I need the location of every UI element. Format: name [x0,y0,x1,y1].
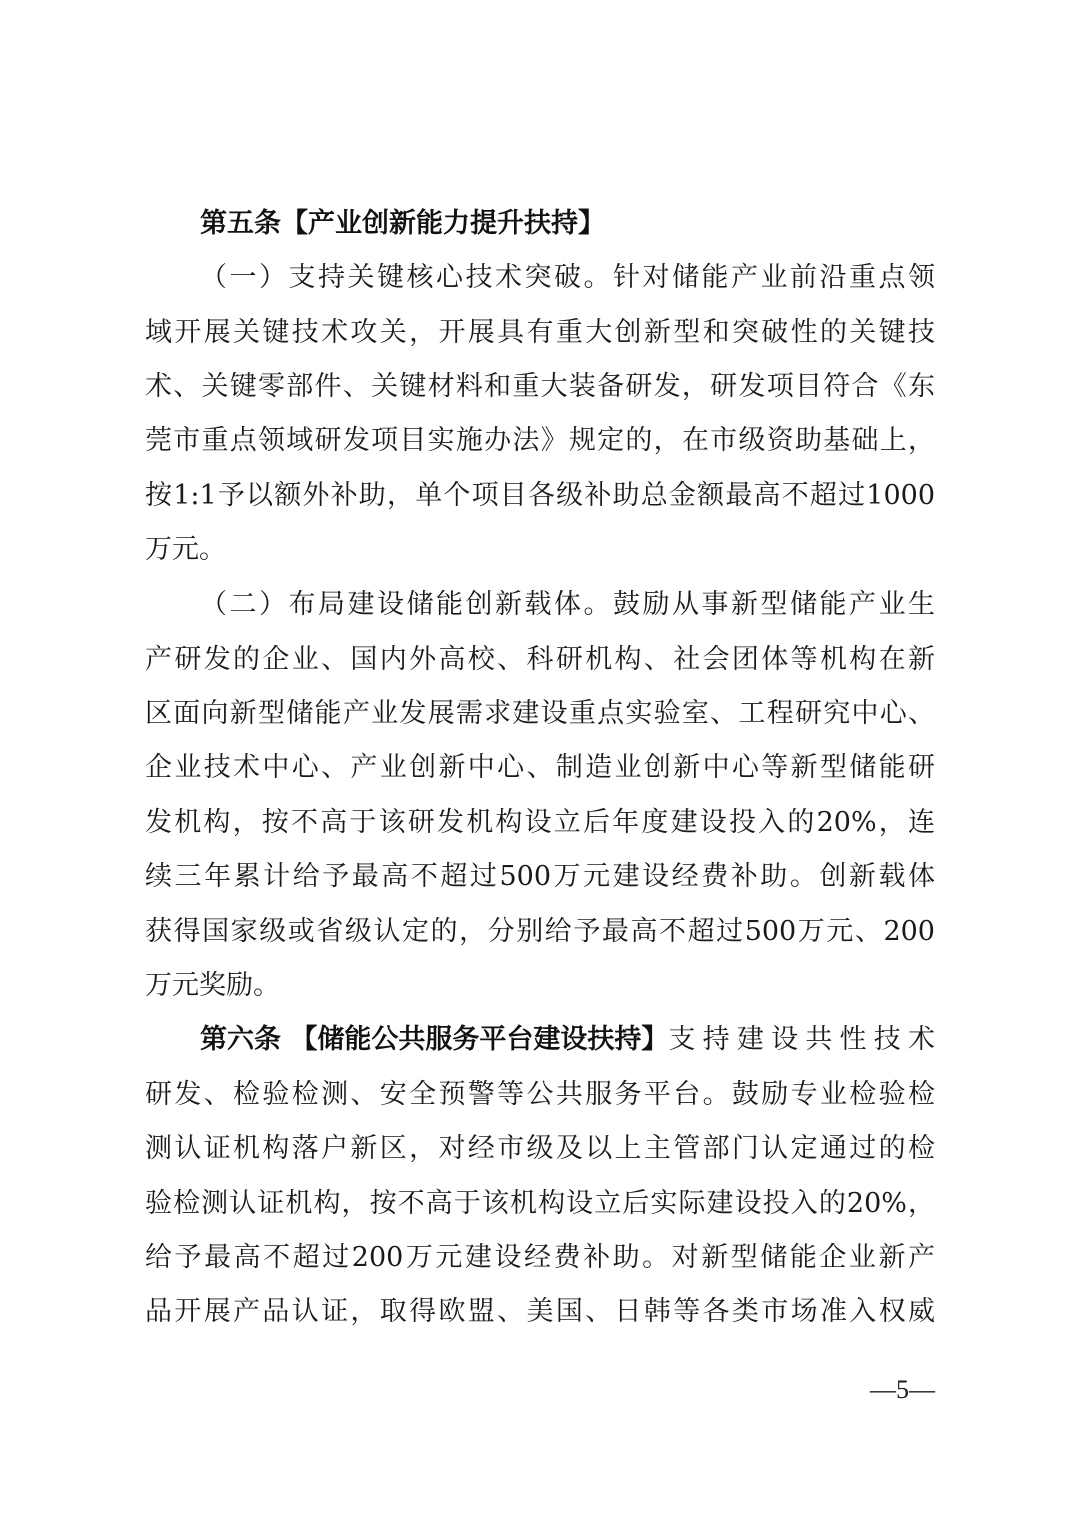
paragraph-line: 万元奖励。 [145,970,280,1001]
paragraph-text: 支持建设共性技术 [668,1024,935,1055]
paragraph-line: 万元。 [145,534,226,565]
paragraph-line: （一）支持关键核心技术突破。针对储能产业前沿重点领 [200,262,935,293]
paragraph-line: 莞市重点领域研发项目实施办法》规定的，在市级资助基础上， [145,425,935,456]
paragraph-line: 研发、检验检测、安全预警等公共服务平台。鼓励专业检验检 [145,1079,935,1110]
article-6-first-line [200,1020,935,1060]
paragraph-line: 续三年累计给予最高不超过500万元建设经费补助。创新载体 [145,861,935,892]
paragraph-line: 验检测认证机构，按不高于该机构设立后实际建设投入的20%， [145,1188,935,1219]
paragraph-line: 产研发的企业、国内外高校、科研机构、社会团体等机构在新 [145,644,935,675]
paragraph-line: 按1:1予以额外补助，单个项目各级补助总金额最高不超过1000 [145,480,935,511]
paragraph-line: 测认证机构落户新区，对经市级及以上主管部门认定通过的检 [145,1133,935,1164]
paragraph-line: 给予最高不超过200万元建设经费补助。对新型储能企业新产 [145,1242,935,1273]
paragraph-line: （二）布局建设储能创新载体。鼓励从事新型储能产业生 [200,589,935,620]
paragraph-line: 获得国家级或省级认定的，分别给予最高不超过500万元、200 [145,916,935,947]
paragraph-line: 企业技术中心、产业创新中心、制造业创新中心等新型储能研 [145,752,935,783]
paragraph-line: 域开展关键技术攻关，开展具有重大创新型和突破性的关键技 [145,317,935,348]
page-number: —5— [870,1375,935,1404]
article-5-heading: 第五条【产业创新能力提升扶持】 [200,208,605,239]
paragraph-line: 术、关键零部件、关键材料和重大装备研发，研发项目符合《东 [145,371,935,402]
paragraph-line: 区面向新型储能产业发展需求建设重点实验室、工程研究中心、 [145,698,935,729]
paragraph-line: 发机构，按不高于该研发机构设立后年度建设投入的20%，连 [145,807,935,838]
article-6-heading: 第六条 【储能公共服务平台建设扶持】 [200,1024,669,1055]
paragraph-line: 品开展产品认证，取得欧盟、美国、日韩等各类市场准入权威 [145,1296,935,1327]
